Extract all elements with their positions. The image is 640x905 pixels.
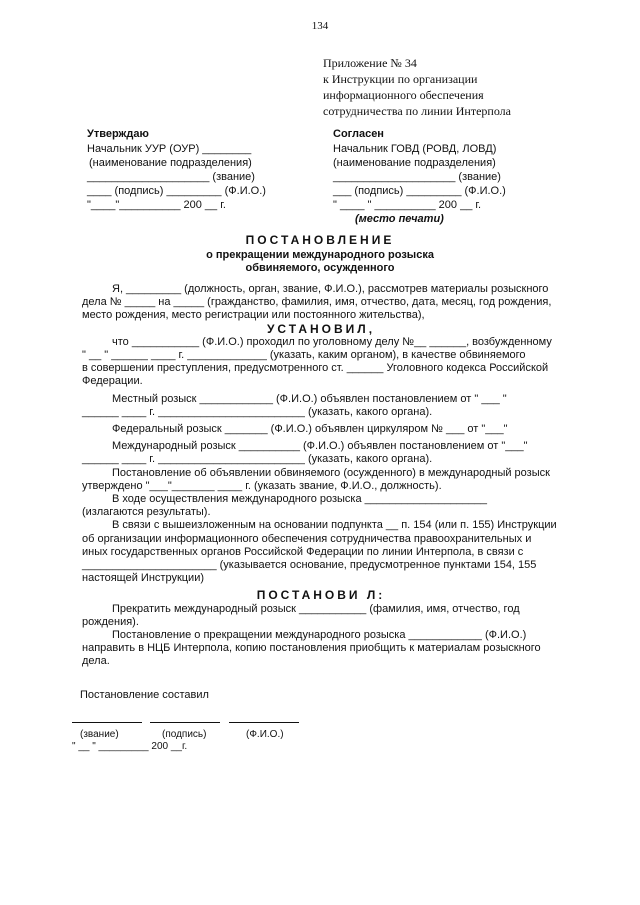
approve-block (87, 127, 266, 212)
appendix-line: к Инструкции по организации (323, 72, 478, 86)
approve-line: "____"__________ 200 __ г. (87, 199, 226, 211)
agree-block (333, 127, 506, 226)
approve-line: Начальник УУР (ОУР) ________ (87, 143, 252, 155)
signature-caption: (подпись) (162, 729, 207, 740)
body-line: (излагаются результаты). (82, 506, 211, 519)
appendix-line: Приложение № 34 (323, 56, 417, 70)
body-line: дела № _____ на _____ (гражданство, фамилия, имя, отчество, дата, месяц, год рождения, (82, 296, 552, 309)
agree-line: " ____ " __________ 200 __ г. (333, 199, 482, 211)
body-line: об организации информационного обеспечения сотрудничества правоохранительных и (82, 532, 532, 545)
approve-line: ____________________ (звание) (87, 171, 255, 183)
signature-block (72, 712, 299, 753)
agree-line: (наименование подразделения) (333, 157, 496, 169)
document-subtitle (0, 249, 640, 275)
subtitle-line: обвиняемого, осужденного (245, 262, 395, 274)
body-line: в совершении преступления, предусмотренного ст. ______ Уголовного кодекса Российской (82, 362, 549, 375)
body-line: направить в НЦБ Интерпола, копию постановления приобщить к материалам розыскного (82, 642, 541, 655)
approve-line: (наименование подразделения) (89, 157, 252, 169)
subtitle-line: о прекращении международного розыска (206, 249, 434, 261)
compiled-by: Постановление составил (80, 689, 209, 701)
body-line: Местный розыск ____________ (Ф.И.О.) объявлен постановлением от " ___ " (112, 392, 507, 405)
appendix-header (323, 55, 511, 119)
body-line: Федеральный розыск _______ (Ф.И.О.) объявлен циркуляром № ___ от "___" (112, 423, 508, 436)
body-line: ______ ____ г. ________________________ (указать, какого органа). (82, 453, 433, 466)
body-line: Постановление о прекращении международного розыска ____________ (Ф.И.О.) (112, 629, 527, 642)
agree-line: Начальник ГОВД (РОВД, ЛОВД) (333, 143, 497, 155)
agree-line: ___ (подпись) _________ (Ф.И.О.) (333, 185, 506, 197)
body-line: рождения). (82, 615, 139, 628)
body-line: дела. (82, 655, 110, 668)
agree-line: ____________________ (звание) (333, 171, 501, 183)
seal-place: (место печати) (355, 213, 444, 225)
signature-date: " __ " _________ 200 __г. (72, 741, 188, 752)
signature-lines (72, 712, 299, 727)
body-line: что ___________ (Ф.И.О.) проходил по уголовному делу №__ ______, возбужденному (112, 335, 552, 348)
signature-captions (72, 729, 299, 741)
body-line: место рождения, место регистрации или постоянного жительства), (82, 309, 425, 322)
document-body (82, 283, 560, 669)
page-number: 134 (311, 20, 329, 32)
body-line: В ходе осуществления международного розыска ____________________ (112, 493, 488, 506)
body-line: Постановление об объявлении обвиняемого (осужденного) в международный розыск (112, 466, 550, 479)
name-caption: (Ф.И.О.) (246, 729, 284, 740)
established-heading: УСТАНОВИЛ, (266, 321, 376, 336)
body-line: утверждено "___"_______ ____ г. (указать звание, Ф.И.О., должность). (82, 479, 442, 492)
document-title: ПОСТАНОВЛЕНИЕ (245, 233, 395, 247)
body-line: Федерации. (82, 375, 143, 388)
approve-heading: Утверждаю (87, 128, 149, 140)
body-line: иных государственных органов Российской Федерации по линии Интерпола, в связи с (82, 545, 524, 558)
approve-line: ____ (подпись) _________ (Ф.И.О.) (87, 185, 266, 197)
body-line: Прекратить международный розыск ___________ (фамилия, имя, отчество, год (112, 602, 520, 615)
body-line: ______________________ (указывается основание, предусмотренное пунктами 154, 155 (82, 559, 537, 572)
body-line: ______ ____ г. ________________________ (указать, какого органа). (82, 405, 433, 418)
appendix-line: информационного обеспечения (323, 88, 484, 102)
body-line: В связи с вышеизложенным на основании подпункта __ п. 154 (или п. 155) Инструкции (112, 519, 557, 532)
agree-heading: Согласен (333, 128, 384, 140)
body-line: настоящей Инструкции) (82, 572, 205, 585)
body-line: " __ " ______ ____ г. _____________ (указать, каким органом), в качестве обвиняемого (82, 349, 526, 362)
rank-caption: (звание) (80, 729, 119, 740)
appendix-line: сотрудничества по линии Интерпола (323, 104, 511, 118)
body-line: Я, _________ (должность, орган, звание, Ф.И.О.), рассмотрев материалы розыскного (112, 283, 549, 295)
resolved-heading: ПОСТАНОВИ Л: (256, 588, 386, 603)
body-line: Международный розыск __________ (Ф.И.О.) объявлен постановлением от "___" (112, 440, 528, 453)
